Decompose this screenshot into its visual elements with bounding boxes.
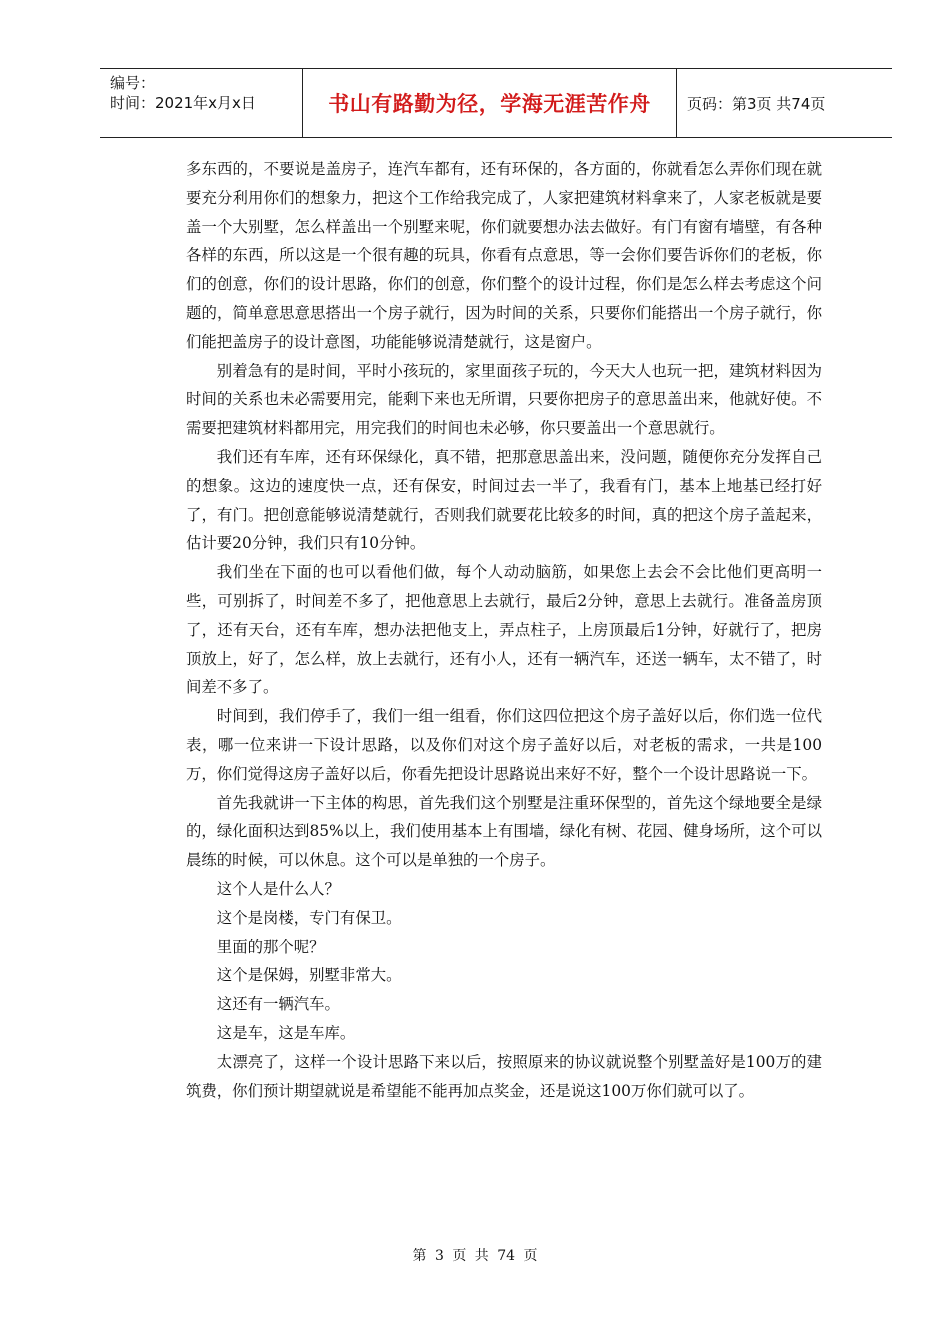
- page-info: 页码：第3页 共74页: [687, 94, 826, 113]
- paragraph: 这是车，这是车库。: [216, 1023, 356, 1042]
- footer-page-number: 3: [434, 1248, 444, 1264]
- footer-gong: 共: [474, 1248, 489, 1264]
- paragraph: 多东西的，不要说是盖房子，连汽车都有，还有环保的，各方面的，你就看怎么弄你们现在就要充分利用你们的想象力，把这个工作给我完成了，人家把建筑材料拿来了，人家老板就是要盖一个大别墅，怎么样盖出一个别墅来呢，你们就要想办法去做好。有门有窗有墙壁，有各种各样的东西，所以这是一个很有趣的玩具，你看有点意思，等一会你们要告诉你们的老板，你们的创意，你们的设计思路，你们的创意，你们整个的设计过程，你们是怎么样去考虑这个问题的，简单意思意思搭出一个房子就行，因为时间的关系，只要你们能搭出一个房子就行，你们能把盖房子的设计意图，功能能够说清楚就行，这是窗户。: [186, 160, 822, 351]
- motto: 书山有路勤为径，学海无涯苦作舟: [328, 92, 651, 116]
- number-label: 编号：: [110, 74, 156, 92]
- paragraph: 别着急有的是时间，平时小孩玩的，家里面孩子玩的，今天大人也玩一把，建筑材料因为时间的关系也未必需要用完，能剩下来也无所谓，只要你把房子的意思盖出来，他就好使。不需要把建筑材料都用完，用完我们的时间也未必够，你只要盖出一个意思就行。: [186, 361, 822, 438]
- paragraph: 首先我就讲一下主体的构思，首先我们这个别墅是注重环保型的，首先这个绿地要全是绿的，绿化面积达到85%以上，我们使用基本上有围墙，绿化有树、花园、健身场所，这个可以晨练的时候，可以休息。这个可以是单独的一个房子。: [186, 793, 822, 870]
- paragraph: 这个是保姆，别墅非常大。: [216, 966, 402, 985]
- footer-total-pages: 74: [497, 1248, 516, 1264]
- header-meta: [100, 69, 303, 137]
- header-page-cell: [677, 69, 892, 137]
- header-motto-cell: [303, 69, 677, 137]
- footer-di: 第: [412, 1248, 427, 1264]
- footer-ye2: 页: [523, 1248, 538, 1264]
- date-label: 时间：2021年x月x日: [110, 94, 256, 112]
- paragraph: 这个人是什么人？: [216, 879, 340, 898]
- paragraph: 太漂亮了，这样一个设计思路下来以后，按照原来的协议就说整个别墅盖好是100万的建筑费，你们预计期望就说是希望能不能再加点奖金，还是说这100万你们就可以了。: [186, 1052, 822, 1100]
- paragraph: 我们还有车库，还有环保绿化，真不错，把那意思盖出来，没问题，随便你充分发挥自己的想象。这边的速度快一点，还有保安，时间过去一半了，我看有门，基本上地基已经打好了，有门。把创意能够说清楚就行，否则我们就要花比较多的时间，真的把这个房子盖起来，估计要20分钟，我们只有10分钟。: [186, 447, 822, 553]
- paragraph: 里面的那个呢？: [216, 937, 325, 956]
- paragraph: 时间到，我们停手了，我们一组一组看，你们这四位把这个房子盖好以后，你们选一位代表，哪一位来讲一下设计思路，以及你们对这个房子盖好以后，对老板的需求，一共是100万，你们觉得这房子盖好以后，你看先把设计思路说出来好不好，整个一个设计思路说一下。: [186, 707, 822, 783]
- paragraph: 我们坐在下面的也可以看他们做，每个人动动脑筋，如果您上去会不会比他们更高明一些，可别拆了，时间差不多了，把他意思上去就行，最后2分钟，意思上去就行。准备盖房顶了，还有天台，还有车库，想办法把他支上，弄点柱子，上房顶最后1分钟，好就行了，把房顶放上，好了，怎么样，放上去就行，还有小人，还有一辆汽车，还送一辆车，太不错了，时间差不多了。: [186, 563, 822, 697]
- paragraph: 这个是岗楼，专门有保卫。: [216, 908, 402, 927]
- paragraph: 这还有一辆汽车。: [216, 995, 340, 1014]
- document-body: [186, 155, 822, 1105]
- page-footer: [0, 1245, 950, 1265]
- footer-ye: 页: [452, 1248, 467, 1264]
- page-header: [100, 68, 892, 138]
